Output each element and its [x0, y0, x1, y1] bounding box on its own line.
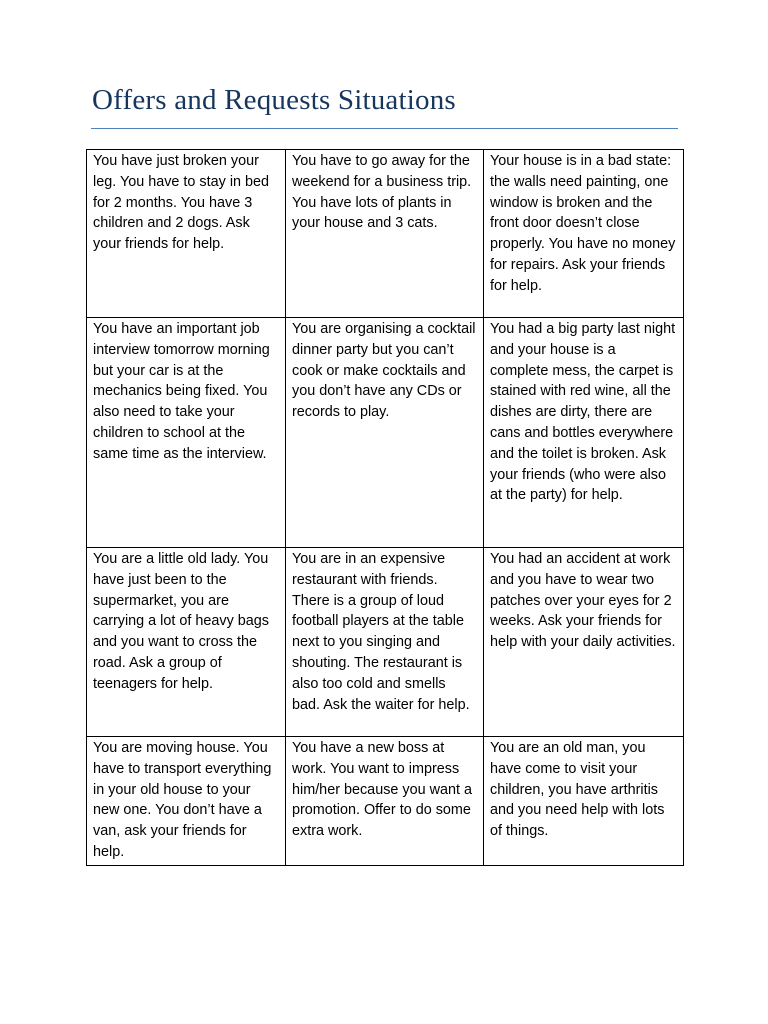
table-row	[87, 318, 684, 548]
situation-cell: You are a little old lady. You have just been to the supermarket, you are carrying a lot of heavy bags and you want to cross the road. Ask a group of teenagers for help.	[87, 548, 286, 737]
situation-cell: Your house is in a bad state: the walls need painting, one window is broken and the front door doesn’t close properly. You have no money for repairs. Ask your friends for help.	[484, 150, 684, 318]
situation-cell: You are organising a cocktail dinner party but you can’t cook or make cocktails and you don’t have any CDs or records to play.	[286, 318, 484, 548]
situation-cell: You have just broken your leg. You have to stay in bed for 2 months. You have 3 children and 2 dogs. Ask your friends for help.	[87, 150, 286, 318]
title-divider	[91, 128, 678, 129]
situation-cell: You have a new boss at work. You want to impress him/her because you want a promotion. Offer to do some extra work.	[286, 737, 484, 866]
table-row	[87, 737, 684, 866]
page-title: Offers and Requests Situations	[92, 84, 456, 116]
situation-cell: You have an important job interview tomorrow morning but your car is at the mechanics being fixed. You also need to take your children to school at the same time as the interview.	[87, 318, 286, 548]
situation-cell: You had a big party last night and your house is a complete mess, the carpet is stained with red wine, all the dishes are dirty, there are cans and bottles everywhere and the toilet is broken. Ask your friends (who were also at the party) for help.	[484, 318, 684, 548]
situations-table	[86, 149, 684, 866]
situation-cell: You have to go away for the weekend for a business trip. You have lots of plants in your house and 3 cats.	[286, 150, 484, 318]
table-row	[87, 150, 684, 318]
table-row	[87, 548, 684, 737]
situation-cell: You are in an expensive restaurant with friends. There is a group of loud football players at the table next to you singing and shouting. The restaurant is also too cold and smells bad. Ask the waiter for help.	[286, 548, 484, 737]
situation-cell: You had an accident at work and you have to wear two patches over your eyes for 2 weeks. Ask your friends for help with your daily activities.	[484, 548, 684, 737]
situation-cell: You are moving house. You have to transport everything in your old house to your new one. You don’t have a van, ask your friends for help.	[87, 737, 286, 866]
situation-cell: You are an old man, you have come to visit your children, you have arthritis and you need help with lots of things.	[484, 737, 684, 866]
